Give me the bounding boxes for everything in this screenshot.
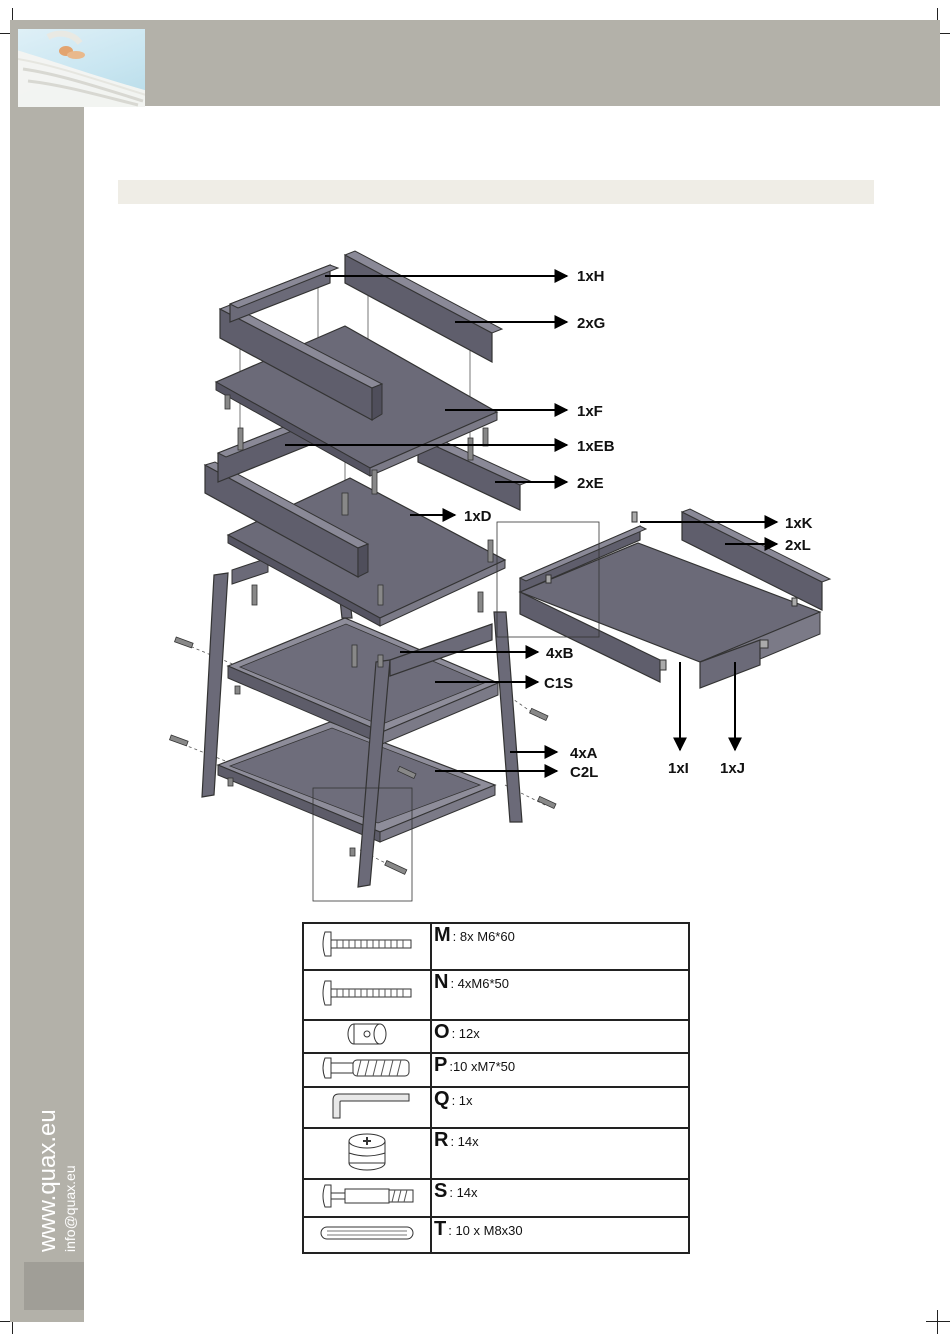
email-address: info@quax.eu (62, 1165, 78, 1252)
label-e: 2xE (577, 475, 604, 492)
label-a: 4xA (570, 745, 598, 762)
label-c2l: C2L (570, 764, 599, 781)
crop-mark (937, 1310, 938, 1334)
crop-mark (926, 1321, 950, 1322)
hardware-spec: : 10 x M8x30 (448, 1223, 523, 1238)
hardware-spec: :10 xM7*50 (449, 1059, 516, 1074)
hardware-spec: : 4xM6*50 (450, 976, 509, 991)
sidebar-footer-block (24, 1262, 84, 1310)
allen-key-icon (319, 1088, 415, 1122)
label-b: 4xB (546, 645, 574, 662)
label-f: 1xF (577, 403, 603, 420)
label-h: 1xH (577, 268, 605, 285)
table-row (303, 1179, 689, 1217)
hardware-spec: : 14x (449, 1185, 478, 1200)
connector-bolt-icon (319, 1055, 415, 1081)
label-c1s: C1S (544, 675, 574, 692)
table-row (303, 1087, 689, 1128)
barrel-nut-icon (342, 1021, 392, 1047)
hardware-spec: : 1x (451, 1093, 473, 1108)
hardware-spec: : 8x M6*60 (452, 929, 515, 944)
label-j: 1xJ (720, 760, 746, 777)
hardware-letter: M (434, 924, 451, 946)
hardware-spec: : 12x (451, 1026, 480, 1041)
label-k: 1xK (785, 515, 813, 532)
table-row (303, 1128, 689, 1179)
bolt-icon (319, 978, 415, 1008)
hardware-table (302, 922, 690, 1254)
label-g: 2xG (577, 315, 606, 332)
dowel-icon (317, 1223, 417, 1243)
label-l: 2xL (785, 537, 811, 554)
table-row (303, 1053, 689, 1087)
hardware-letter: P (434, 1054, 448, 1076)
table-row (303, 1020, 689, 1053)
label-eb: 1xEB (577, 438, 615, 455)
hardware-letter: T (434, 1218, 447, 1240)
shelf-c2l (218, 722, 495, 842)
website-url: www.quax.eu (34, 1109, 61, 1252)
back-rail-h (230, 265, 338, 322)
label-i: 1xI (668, 760, 689, 777)
table-row (303, 923, 689, 970)
bolt-icon (319, 929, 415, 959)
cam-bolt-icon (317, 1182, 417, 1210)
hardware-letter: N (434, 971, 449, 993)
hardware-letter: S (434, 1180, 448, 1202)
table-row (303, 1217, 689, 1253)
hardware-letter: O (434, 1021, 450, 1043)
cam-lock-icon (342, 1129, 392, 1173)
hardware-letter: Q (434, 1088, 450, 1110)
table-row (303, 970, 689, 1020)
hardware-letter: R (434, 1129, 449, 1151)
hardware-spec: : 14x (450, 1134, 479, 1149)
label-d: 1xD (464, 508, 492, 525)
